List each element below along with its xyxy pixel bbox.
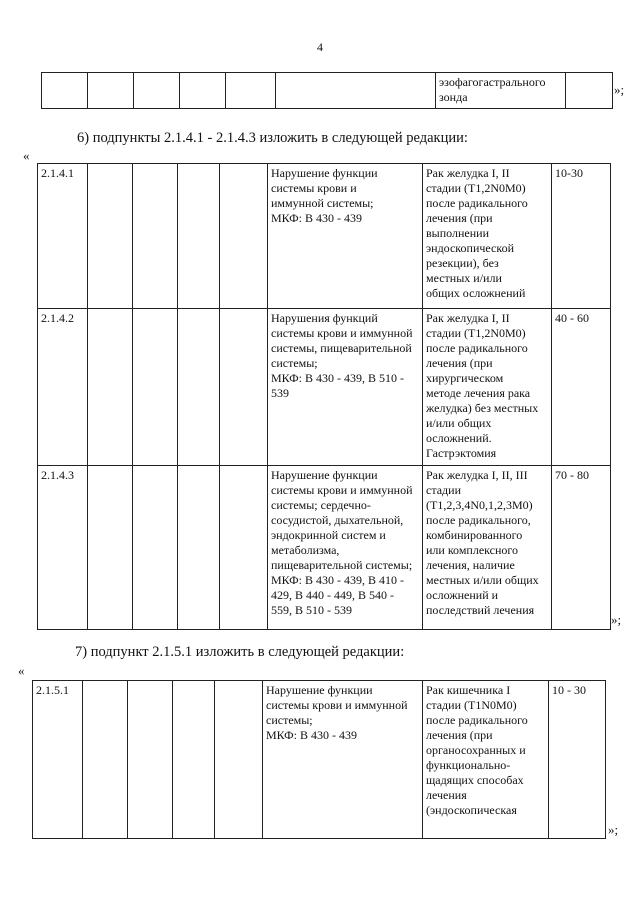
table-cell [566,73,613,109]
table-cell [42,73,88,109]
closing-quote: »; [608,822,619,837]
table-cell [276,73,436,109]
disease-cell: Рак желудка I, II стадии (T1,2N0M0) после радикального лечения (при выполнении эндоскопической резекции), без местных и/или общих осложнений [423,164,552,309]
function-cell: Нарушения функций системы крови и иммунной системы, пищеварительной системы; МКФ: В 430 - 439, В 510 - 539 [268,309,423,466]
range-cell: 10-30 [552,164,611,309]
row-code: 2.1.4.1 [38,164,88,309]
table-cell [226,73,276,109]
function-cell: Нарушение функции системы крови и иммунной системы; сердечно- сосудистой, дыхательной, эндокринной систем и метаболизма, пищеварительной системы; МКФ: В 430 - 439, В 410 - 429, В 440 - 449, В 540 - 559, В 510 - 539 [268,466,423,630]
top-table-fragment [41,72,613,109]
table-cell [180,73,226,109]
range-cell: 10 - 30 [549,681,606,839]
table-2-1-5 [32,680,606,839]
table-row [38,309,611,466]
closing-quote: »; [611,612,622,627]
closing-quote: »; [614,82,625,97]
row-code: 2.1.4.2 [38,309,88,466]
section-heading: 7) подпункт 2.1.5.1 изложить в следующей редакции: [75,644,405,660]
row-code: 2.1.4.3 [38,466,88,630]
row-code: 2.1.5.1 [33,681,83,839]
table-cell [88,73,134,109]
table-row [38,466,611,630]
table-row [33,681,606,839]
disease-cell: эзофагогастрального зонда [436,73,566,109]
opening-quote: « [23,148,30,163]
table-2-1-4 [37,163,611,630]
table-row [38,164,611,309]
opening-quote: « [18,663,25,678]
function-cell: Нарушение функции системы крови и иммунной системы; МКФ: В 430 - 439 [263,681,423,839]
disease-cell: Рак желудка I, II стадии (T1,2N0M0) после радикального лечения (при хирургическом методе лечения рака желудка) без местных и/или общих осложнений. Гастрэктомия [423,309,552,466]
range-cell: 40 - 60 [552,309,611,466]
function-cell: Нарушение функции системы крови и иммунной системы; МКФ: В 430 - 439 [268,164,423,309]
page-number: 4 [317,40,323,54]
disease-cell: Рак кишечника I стадии (T1N0M0) после радикального лечения (при органосохранных и функционально- щадящих способах лечения (эндоскопическая [423,681,549,839]
range-cell: 70 - 80 [552,466,611,630]
disease-cell: Рак желудка I, II, III стадии (T1,2,3,4N0,1,2,3M0) после радикального, комбинированного или комплексного лечения, наличие местных и/или общих осложнений и последствий лечения [423,466,552,630]
table-cell [134,73,180,109]
section-heading: 6) подпункты 2.1.4.1 - 2.1.4.3 изложить в следующей редакции: [77,130,468,146]
